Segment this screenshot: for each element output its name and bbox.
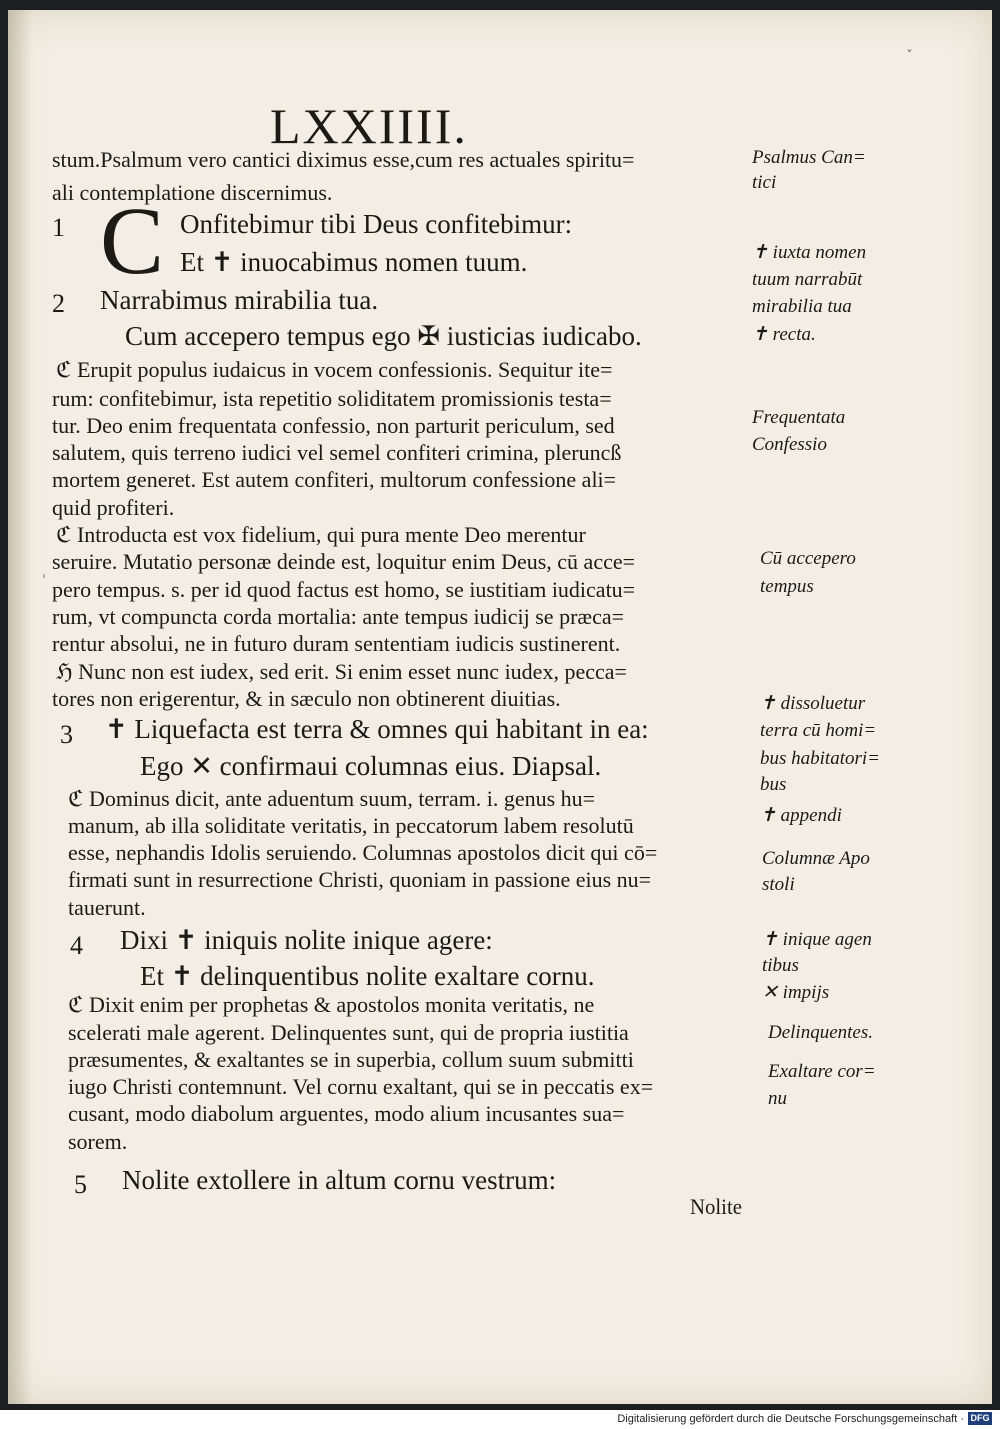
text-line: stum.Psalmum vero cantici diximus esse,cum res actuales spiritu= xyxy=(52,147,635,172)
text-line: esse, nephandis Idolis seruiendo. Columnas apostolos dicit qui cō= xyxy=(68,840,658,865)
marginal-note: ✝ iuxta nomen xyxy=(752,242,867,263)
tick-mark: ˈ xyxy=(42,573,46,589)
verse-number: 4 xyxy=(70,931,83,960)
text-line: sorem. xyxy=(68,1129,128,1154)
text-line: mortem generet. Est autem confiteri, multorum confessione ali= xyxy=(52,467,617,492)
marginal-note: Confessio xyxy=(752,434,827,455)
marginal-note: Exaltare cor= xyxy=(768,1061,876,1082)
dfg-logo-icon: DFG xyxy=(968,1412,992,1425)
text-line: Onfitebimur tibi Deus confitebimur: xyxy=(180,209,573,239)
text-line: rum, vt compuncta corda mortalia: ante tempus iudicij se præca= xyxy=(52,604,625,629)
text-line: Et ✝ inuocabimus nomen tuum. xyxy=(180,247,528,277)
text-line: ℭ Introducta est vox fidelium, qui pura mente Deo merentur xyxy=(56,522,586,547)
text-line: quid profiteri. xyxy=(52,495,175,520)
text-line: ℌ Nunc non est iudex, sed erit. Si enim esset nunc iudex, pecca= xyxy=(56,659,627,684)
text-line: ℭ Dominus dicit, ante aduentum suum, terram. i. genus hu= xyxy=(68,786,596,811)
marginal-note: Cū accepero xyxy=(760,548,856,569)
text-line: præsumentes, & exaltantes se in superbia, collum suum submitti xyxy=(68,1047,634,1072)
folio-number: LXXIIII. xyxy=(270,98,468,154)
text-line: Nolite extollere in altum cornu vestrum: xyxy=(122,1165,557,1195)
text-line: manum, ab illa soliditate veritatis, in peccatorum labem resolutū xyxy=(68,813,634,838)
verse-number: 3 xyxy=(60,720,73,749)
text-line: firmati sunt in resurrectione Christi, quoniam in passione eius nu= xyxy=(68,867,652,892)
text-line: rentur absolui, ne in futuro duram sententiam iudicis sustinerent. xyxy=(52,631,621,656)
verse-number: 5 xyxy=(74,1170,87,1199)
text-line: Dixi ✝ iniquis nolite inique agere: xyxy=(120,925,493,955)
verse-number: 2 xyxy=(52,289,65,318)
marginal-note: tempus xyxy=(760,576,814,597)
text-line: salutem, quis terreno iudici vel semel confiteri crimina, pleruncß xyxy=(52,440,622,465)
text-line: ℭ Erupit populus iudaicus in vocem confessionis. Sequitur ite= xyxy=(56,357,613,382)
page-gutter-shadow xyxy=(8,10,32,1404)
marginal-note: ✝ inique agen xyxy=(762,929,872,950)
text-line: Ego ✕ confirmaui columnas eius. Diapsal. xyxy=(140,751,602,781)
marginal-note: Columnæ Apo xyxy=(762,848,870,869)
marginal-note: stoli xyxy=(762,874,795,895)
text-line: tur. Deo enim frequentata confessio, non parturit periculum, sed xyxy=(52,413,615,438)
marginal-note: ✝ recta. xyxy=(752,324,816,345)
marginal-note: mirabilia tua xyxy=(752,296,852,317)
funding-credit: Digitalisierung gefördert durch die Deutsche Forschungsgemeinschaft · xyxy=(617,1413,964,1425)
marginal-note: Frequentata xyxy=(752,407,846,428)
tick-mark: ˇ xyxy=(906,49,913,65)
marginal-note: tuum narrabūt xyxy=(752,269,863,290)
marginal-note: ✝ appendi xyxy=(760,805,842,826)
marginal-note: bus xyxy=(760,774,787,795)
footer-bar xyxy=(0,1410,1000,1429)
marginal-note: ✕ impijs xyxy=(762,982,830,1003)
text-line: Narrabimus mirabilia tua. xyxy=(100,285,379,315)
marginal-note: Psalmus Can= xyxy=(752,147,866,168)
initial-letter: C xyxy=(100,187,165,294)
marginal-note: terra cū homi= xyxy=(760,720,877,741)
text-line: seruire. Mutatio personæ deinde est, loquitur enim Deus, cū acce= xyxy=(52,549,636,574)
verse-number: 1 xyxy=(52,213,65,242)
text-line: Et ✝ delinquentibus nolite exaltare cornu. xyxy=(140,961,595,991)
text-line: Cum accepero tempus ego ✠ iusticias iudicabo. xyxy=(125,321,642,351)
marginal-note: nu xyxy=(768,1088,787,1109)
text-line: tores non erigerentur, & in sæculo non obtinerent diuitias. xyxy=(52,686,561,711)
text-line: ℭ Dixit enim per prophetas & apostolos monita veritatis, ne xyxy=(68,992,595,1017)
text-line: ali contemplatione discernimus. xyxy=(52,180,333,205)
text-line: Nolite xyxy=(690,1194,742,1219)
text-line: rum: confitebimur, ista repetitio soliditatem promissionis testa= xyxy=(52,386,612,411)
text-line: pero tempus. s. per id quod factus est homo, se iustitiam iudicatu= xyxy=(52,577,636,602)
marginal-note: bus habitatori= xyxy=(760,748,880,769)
marginal-note: ✝ dissoluetur xyxy=(760,693,866,714)
text-line: tauerunt. xyxy=(68,895,146,920)
marginal-note: tibus xyxy=(762,955,799,976)
text-line: ✝ Liquefacta est terra & omnes qui habitant in ea: xyxy=(105,714,649,744)
text-line: iugo Christi contemnunt. Vel cornu exaltant, qui se in peccatis ex= xyxy=(68,1074,654,1099)
marginal-note: Delinquentes. xyxy=(768,1022,874,1043)
text-line: cusant, modo diabolum arguentes, modo alium incusantes sua= xyxy=(68,1101,625,1126)
text-line: scelerati male agerent. Delinquentes sunt, qui de propria iustitia xyxy=(68,1020,629,1045)
marginal-note: tici xyxy=(752,172,777,193)
